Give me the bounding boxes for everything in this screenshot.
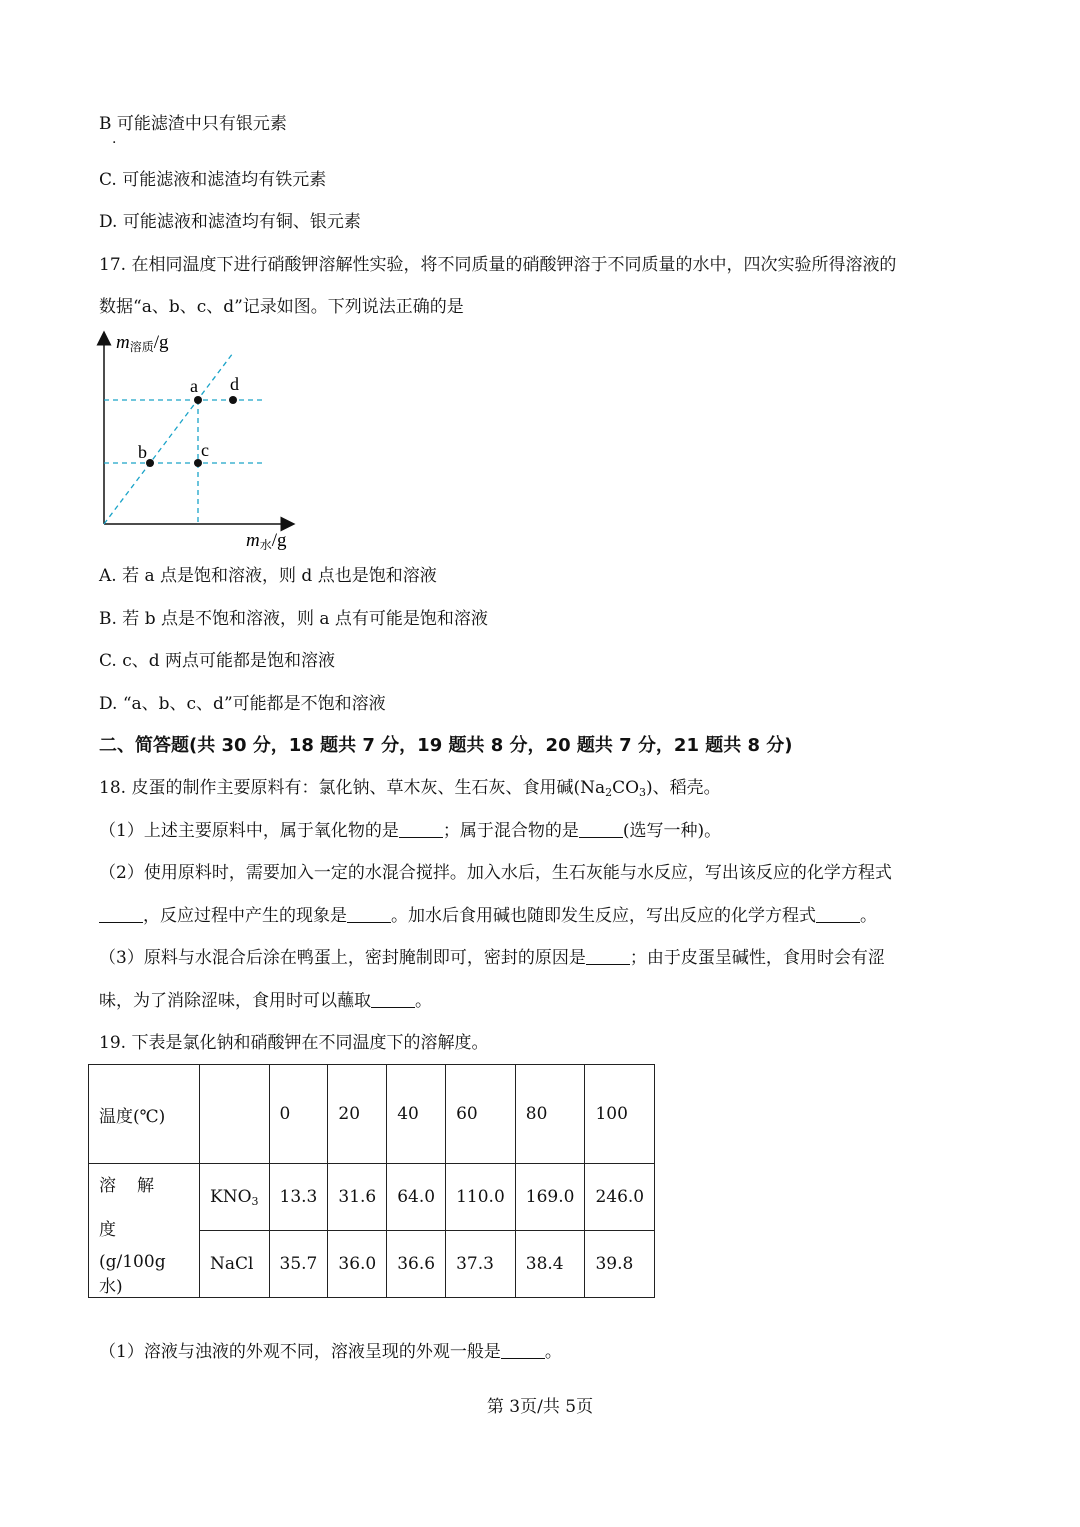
label-b: b [138,442,147,462]
q17-option-c: C. c、d 两点可能都是饱和溶液 [99,651,336,671]
diagonal-dashed-line [104,353,233,524]
y-axis-label: m溶质/g [116,332,169,354]
answer-blank[interactable] [586,946,630,965]
table-row-kno3 [89,1164,655,1231]
option-d-prev: D. 可能滤液和滤渣均有铜、银元素 [99,212,361,232]
value-cell: 36.6 [387,1231,446,1298]
answer-blank[interactable] [347,904,391,923]
value-cell: 64.0 [387,1164,446,1231]
q18-part1: （1）上述主要原料中，属于氧化物的是 ；属于混合物的是 (选写一种)。 [99,821,722,841]
page-footer: 第 3页/共 5页 [486,1397,594,1417]
value-cell: 38.4 [515,1231,585,1298]
answer-blank[interactable] [579,819,623,838]
temp-cell: 60 [446,1065,516,1164]
temp-cell: 20 [328,1065,387,1164]
answer-blank[interactable] [371,989,415,1008]
q18-part3-line1: （3）原料与水混合后涂在鸭蛋上，密封腌制即可，密封的原因是 ；由于皮蛋呈碱性，食用时会有涩 [99,948,885,968]
q18-part2-line2: ，反应过程中产生的现象是 。加水后食用碱也随即发生反应，写出反应的化学方程式 。 [99,904,877,928]
answer-blank[interactable] [399,819,443,838]
temp-cell: 80 [515,1065,585,1164]
point-d [229,396,237,404]
q18-part2-line1: （2）使用原料时，需要加入一定的水混合搅拌。加入水后，生石灰能与水反应，写出该反应的化学方程式 [99,863,892,883]
q17-option-d: D. “a、b、c、d”可能都是不饱和溶液 [99,694,386,714]
x-axis-label: m水/g [246,530,287,552]
value-cell: 169.0 [515,1164,585,1231]
value-cell: 13.3 [269,1164,328,1231]
guide-lines [104,353,264,524]
value-cell: 37.3 [446,1231,516,1298]
temp-cell: 0 [269,1065,328,1164]
stray-dot: · [112,135,117,151]
temperature-label-cell: 温度(℃) [89,1065,200,1164]
q19-stem: 19. 下表是氯化钠和硝酸钾在不同温度下的溶解度。 [99,1033,489,1053]
value-cell: 36.0 [328,1231,387,1298]
label-d: d [230,374,239,394]
temp-cell: 100 [585,1065,655,1164]
substance-cell: NaCl [200,1231,270,1298]
q17-stem-line1: 17. 在相同温度下进行硝酸钾溶解性实验，将不同质量的硝酸钾溶于不同质量的水中，四次实验所得溶液的 [99,255,897,275]
value-cell: 110.0 [446,1164,516,1231]
label-c: c [201,440,209,460]
point-b [146,459,154,467]
section2-heading: 二、简答题(共 30 分，18 题共 7 分，19 题共 8 分，20 题共 7 分，21 题共 8 分) [99,735,793,756]
solubility-group-label: 溶 解 度 (g/100g 水) [89,1164,200,1298]
substance-cell: $KNO_3$ [200,1164,270,1231]
q17-option-b: B. 若 b 点是不饱和溶液，则 a 点有可能是饱和溶液 [99,609,488,629]
value-cell: 31.6 [328,1164,387,1231]
answer-blank[interactable] [99,904,143,923]
q17-stem-line2: 数据“a、b、c、d”记录如图。下列说法正确的是 [99,297,464,317]
value-cell: 39.8 [585,1231,655,1298]
point-a [194,396,202,404]
value-cell: 35.7 [269,1231,328,1298]
q18-part3-line2: 味，为了消除涩味，食用时可以蘸取 。 [99,991,432,1011]
option-c-prev: C. 可能滤液和滤渣均有铁元素 [99,170,327,190]
temp-cell: 40 [387,1065,446,1164]
table-header-row [89,1065,655,1164]
answer-blank[interactable] [816,904,860,923]
solubility-table [88,1064,655,1298]
answer-blank[interactable] [501,1340,545,1359]
solubility-graph [88,328,308,558]
q17-option-a: A. 若 a 点是饱和溶液，则 d 点也是饱和溶液 [99,566,437,586]
value-cell: 246.0 [585,1164,655,1231]
q19-part1: （1）溶液与浊液的外观不同，溶液呈现的外观一般是 。 [99,1342,562,1362]
label-a: a [190,376,198,396]
option-b-prev: B 可能滤渣中只有银元素 [99,114,287,134]
q18-stem: 18. 皮蛋的制作主要原料有：氯化钠、草木灰、生石灰、食用碱$(Na_2CO_3)$、稻壳。 [99,778,721,799]
empty-cell [200,1065,270,1164]
point-c [194,459,202,467]
